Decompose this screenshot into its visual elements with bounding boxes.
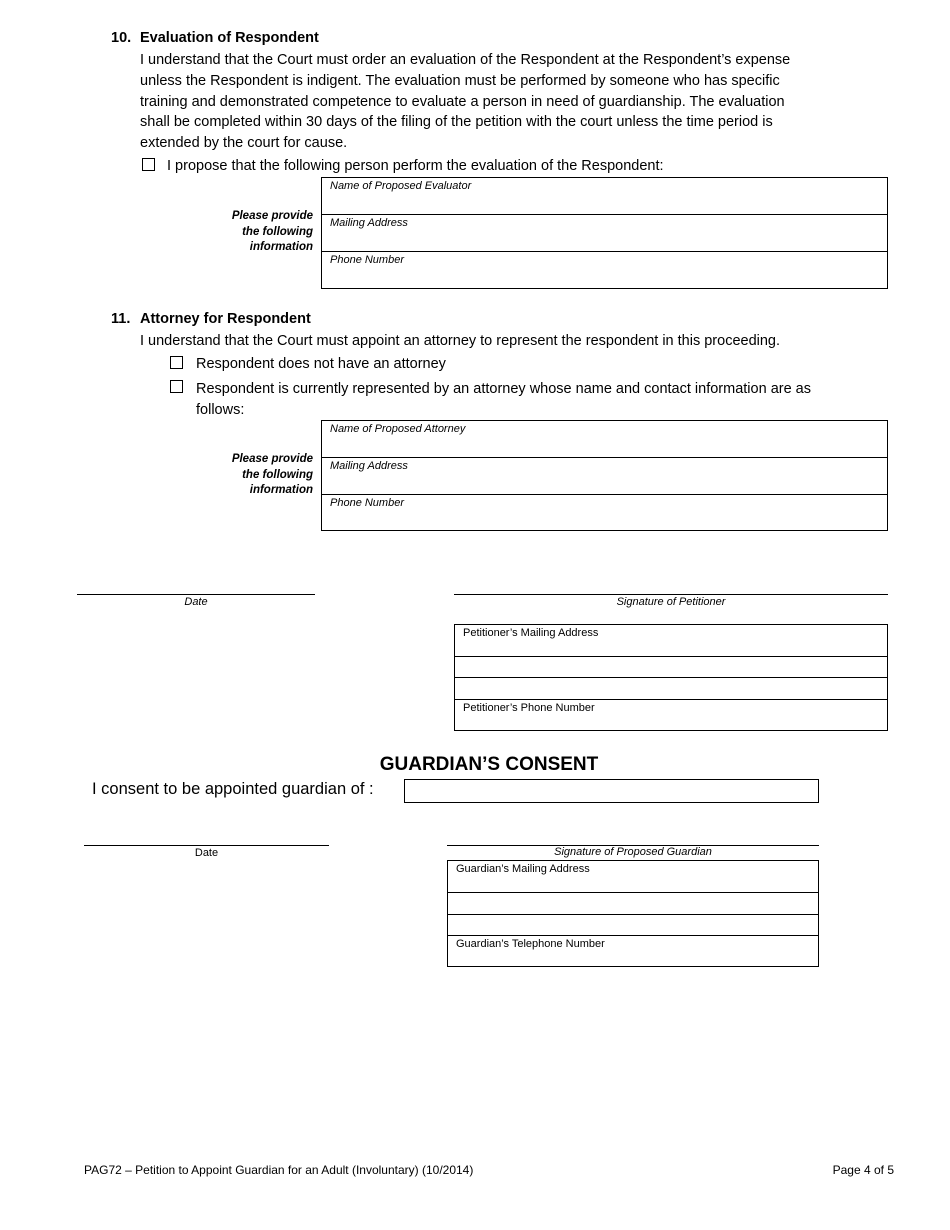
section-10-number: 10. [111, 30, 132, 46]
evaluator-address-field[interactable] [322, 215, 887, 252]
no-attorney-label: Respondent does not have an attorney [196, 356, 446, 372]
paragraph-line: training and demonstrated competence to evaluate a person in need of guardianship. The evaluation [140, 93, 785, 110]
evaluator-info-box [321, 177, 888, 289]
attorney-address-field[interactable] [322, 458, 887, 495]
paragraph-line: I understand that the Court must order an evaluation of the Respondent at the Respondent’s expense [140, 52, 791, 68]
side-label-line: information [249, 241, 313, 253]
section-10-paragraph [140, 50, 880, 154]
paragraph-line: unless the Respondent is indigent. The evaluation must be performed by someone who has specific [140, 72, 780, 89]
guardian-address-line-3[interactable] [448, 915, 818, 936]
evaluator-phone-field[interactable] [322, 252, 887, 289]
section-10-side-label [200, 209, 313, 256]
guardian-address-line-2[interactable] [448, 893, 818, 915]
petitioner-signature-caption: Signature of Petitioner [616, 596, 726, 608]
petitioner-phone-field[interactable] [455, 700, 887, 730]
petitioner-address-field[interactable] [455, 625, 887, 657]
evaluator-name-field[interactable] [322, 178, 887, 215]
field-label: Petitioner’s Phone Number [463, 702, 595, 714]
petitioner-date-line[interactable] [77, 594, 315, 595]
section-11-paragraph: I understand that the Court must appoint an attorney to represent the respondent in this proceeding. [140, 333, 781, 349]
field-label: Mailing Address [330, 217, 408, 229]
field-label: Name of Proposed Evaluator [330, 180, 472, 192]
field-label: Mailing Address [330, 460, 408, 472]
guardian-phone-field[interactable] [448, 936, 818, 966]
side-label-line: the following [242, 468, 313, 481]
petitioner-address-box [454, 624, 888, 731]
ward-name-field[interactable] [404, 779, 819, 803]
field-label: Guardian’s Telephone Number [456, 938, 605, 950]
section-11-side-label [200, 452, 313, 499]
side-label-line: Please provide [231, 453, 313, 465]
attorney-info-box [321, 420, 888, 531]
side-label-line: Please provide [231, 210, 313, 222]
guardian-address-field[interactable] [448, 861, 818, 893]
guardian-address-box [447, 860, 819, 967]
paragraph-line: extended by the court for cause. [140, 135, 348, 152]
side-label-line: the following [242, 225, 313, 238]
attorney-phone-field[interactable] [322, 495, 887, 532]
field-label: Phone Number [330, 254, 404, 266]
petitioner-address-line-2[interactable] [455, 657, 887, 678]
attorney-name-field[interactable] [322, 421, 887, 458]
has-attorney-checkbox[interactable] [170, 380, 183, 393]
guardian-date-caption: Date [194, 847, 219, 859]
field-label: Guardian’s Mailing Address [456, 863, 590, 875]
consent-title: GUARDIAN’S CONSENT [379, 754, 599, 775]
field-label: Name of Proposed Attorney [330, 423, 466, 435]
section-11-number: 11. [111, 311, 131, 327]
propose-evaluator-checkbox[interactable] [142, 158, 155, 171]
side-label-line: information [249, 484, 313, 496]
paragraph-line: shall be completed within 30 days of the filing of the petition with the court unless the time period is [140, 114, 773, 131]
field-label: Petitioner’s Mailing Address [463, 627, 599, 639]
has-attorney-label [196, 379, 896, 421]
section-11-title: Attorney for Respondent [140, 311, 311, 327]
consent-statement: I consent to be appointed guardian of : [92, 780, 374, 798]
field-label: Phone Number [330, 497, 404, 509]
form-id: PAG72 – Petition to Appoint Guardian for an Adult (Involuntary) (10/2014) [84, 1163, 474, 1177]
petitioner-address-line-3[interactable] [455, 678, 887, 700]
no-attorney-checkbox[interactable] [170, 356, 183, 369]
option-line: Respondent is currently represented by an attorney whose name and contact information are as [196, 381, 811, 397]
petitioner-date-caption: Date [184, 596, 208, 608]
guardian-date-line[interactable] [84, 845, 329, 846]
section-10-title: Evaluation of Respondent [140, 30, 319, 46]
petitioner-signature-line[interactable] [454, 594, 888, 595]
guardian-signature-caption: Signature of Proposed Guardian [554, 846, 712, 858]
propose-evaluator-label: I propose that the following person perform the evaluation of the Respondent: [167, 158, 664, 174]
option-line: follows: [196, 401, 245, 418]
page-number: Page 4 of 5 [832, 1163, 894, 1177]
